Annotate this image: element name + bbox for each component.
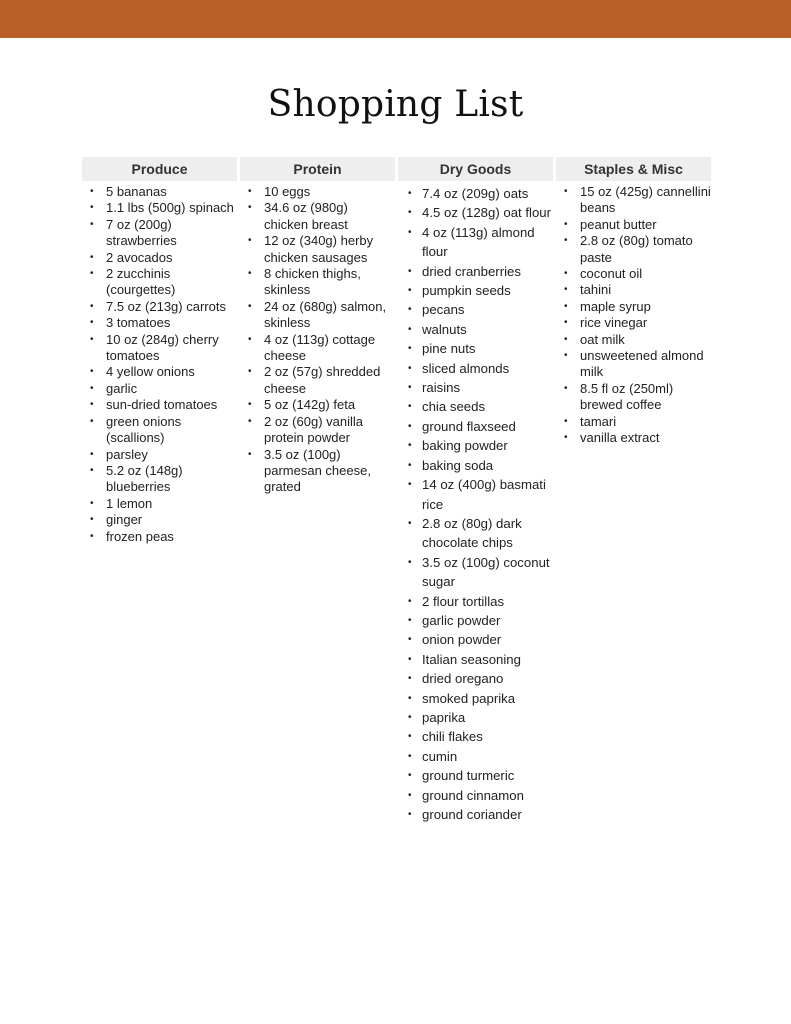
list-item-text: walnuts	[422, 321, 467, 337]
list-item	[398, 708, 553, 727]
bullet-dot-icon: •	[90, 530, 94, 542]
list-item-text: sun-dried tomatoes	[106, 397, 218, 413]
list-item	[398, 300, 553, 319]
list-item	[398, 766, 553, 785]
bullet-dot-icon: •	[90, 218, 94, 230]
list-item-text: green onions (scallions)	[106, 413, 182, 446]
bullet-dot-icon: •	[90, 317, 94, 329]
bullet-dot-icon: •	[408, 750, 412, 762]
bullet-dot-icon: •	[90, 251, 94, 263]
list-item-text: 2 zucchinis (courgettes)	[106, 266, 176, 298]
list-item-text: baking powder	[422, 438, 508, 454]
list-item	[556, 266, 711, 282]
list-item-text: 3 tomatoes	[106, 315, 171, 331]
bullet-dot-icon: •	[408, 556, 412, 568]
bullet-dot-icon: •	[90, 268, 94, 280]
bullet-dot-icon: •	[408, 711, 412, 723]
list-item-text: 2.8 oz (80g) tomato paste	[580, 233, 693, 265]
list-item	[398, 805, 553, 824]
list-item	[82, 447, 237, 463]
bullet-dot-icon: •	[408, 188, 412, 199]
list-item-text: rice vinegar	[580, 315, 648, 331]
list-item-text: frozen peas	[106, 528, 174, 544]
list-item	[398, 650, 553, 669]
list-item	[556, 184, 711, 217]
staples-misc-list	[556, 184, 711, 447]
list-item	[82, 184, 237, 200]
list-item-text: ginger	[106, 512, 143, 528]
list-item	[398, 456, 553, 475]
bullet-dot-icon: •	[90, 399, 94, 411]
produce-list	[82, 184, 237, 545]
bullet-dot-icon: •	[408, 673, 412, 685]
column-header-dry-goods: Dry Goods	[398, 157, 553, 181]
list-item	[82, 266, 237, 299]
bullet-dot-icon: •	[564, 300, 568, 312]
list-item	[398, 397, 553, 416]
list-item-text: pine nuts	[422, 341, 476, 357]
list-item	[556, 332, 711, 348]
list-item	[398, 281, 553, 300]
list-item	[82, 299, 237, 315]
list-item-text: chia seeds	[422, 399, 486, 415]
list-item	[82, 364, 237, 380]
bullet-dot-icon: •	[408, 420, 412, 432]
bullet-dot-icon: •	[408, 226, 412, 238]
column-protein	[240, 157, 395, 824]
bullet-dot-icon: •	[564, 186, 568, 197]
list-item-text: 4 oz (113g) cottage cheese	[264, 331, 376, 364]
list-item	[240, 332, 395, 365]
list-item-text: coconut oil	[580, 266, 643, 282]
list-item-text: 5 bananas	[106, 184, 167, 199]
list-item	[82, 496, 237, 512]
list-item-text: 12 oz (340g) herby chicken sausages	[264, 233, 374, 265]
list-item-text: 10 oz (284g) cherry tomatoes	[106, 331, 219, 364]
bullet-dot-icon: •	[408, 382, 412, 394]
bullet-dot-icon: •	[408, 479, 412, 491]
list-item	[398, 689, 553, 708]
bullet-dot-icon: •	[564, 284, 568, 296]
list-item	[398, 611, 553, 630]
list-item-text: onion powder	[422, 632, 502, 648]
bullet-dot-icon: •	[408, 323, 412, 335]
list-item	[556, 315, 711, 331]
dry-goods-list	[398, 184, 553, 824]
bullet-dot-icon: •	[408, 362, 412, 374]
list-item	[398, 436, 553, 455]
list-item	[240, 397, 395, 413]
list-item-text: oat milk	[580, 331, 625, 347]
list-item-text: ground cinnamon	[422, 787, 524, 803]
list-item-text: maple syrup	[580, 298, 651, 314]
bullet-dot-icon: •	[564, 268, 568, 280]
list-item-text: 4 oz (113g) almond flour	[422, 224, 535, 260]
list-item-text: 8.5 fl oz (250ml) brewed coffee	[580, 380, 674, 413]
list-item-text: 2 oz (57g) shredded cheese	[264, 364, 381, 396]
bullet-dot-icon: •	[408, 265, 412, 277]
bullet-dot-icon: •	[564, 432, 568, 444]
bullet-dot-icon: •	[408, 285, 412, 297]
list-item	[398, 475, 553, 514]
bullet-dot-icon: •	[564, 218, 568, 230]
list-item-text: 1 lemon	[106, 495, 153, 511]
list-item	[398, 727, 553, 746]
list-item-text: 7 oz (200g) strawberries	[106, 216, 177, 249]
list-item	[398, 203, 553, 222]
bullet-dot-icon: •	[408, 614, 412, 626]
list-item	[82, 414, 237, 447]
bullet-dot-icon: •	[90, 415, 94, 427]
bullet-dot-icon: •	[248, 186, 252, 197]
list-item-text: parsley	[106, 446, 148, 462]
list-item	[398, 378, 553, 397]
column-produce	[82, 157, 237, 824]
bullet-dot-icon: •	[564, 333, 568, 345]
list-item	[240, 414, 395, 447]
bullet-dot-icon: •	[90, 202, 94, 214]
bullet-dot-icon: •	[248, 448, 252, 460]
list-item-text: dried cranberries	[422, 263, 521, 279]
list-item-text: 10 eggs	[264, 184, 311, 199]
list-item	[82, 315, 237, 331]
list-item-text: unsweetened almond milk	[580, 348, 704, 380]
list-item	[82, 512, 237, 528]
list-item-text: 5.2 oz (148g) blueberries	[106, 462, 183, 495]
bullet-dot-icon: •	[408, 789, 412, 801]
list-item	[82, 463, 237, 496]
bullet-dot-icon: •	[408, 653, 412, 665]
list-item	[82, 381, 237, 397]
list-item-text: 2 oz (60g) vanilla protein powder	[264, 413, 363, 446]
column-staples-misc	[556, 157, 711, 824]
list-item	[398, 630, 553, 649]
list-item	[398, 184, 553, 203]
list-item	[82, 529, 237, 545]
bullet-dot-icon: •	[408, 731, 412, 743]
bullet-dot-icon: •	[408, 459, 412, 471]
list-item	[556, 348, 711, 381]
bullet-dot-icon: •	[408, 809, 412, 820]
list-item	[82, 397, 237, 413]
page-title: Shopping List	[267, 84, 524, 125]
bullet-dot-icon: •	[248, 399, 252, 411]
bullet-dot-icon: •	[90, 333, 94, 345]
list-item-text: 15 oz (425g) cannellini beans	[580, 184, 711, 216]
list-item	[398, 592, 553, 611]
bullet-dot-icon: •	[248, 268, 252, 280]
bullet-dot-icon: •	[408, 634, 412, 646]
bullet-dot-icon: •	[90, 464, 94, 476]
bullet-dot-icon: •	[248, 235, 252, 247]
list-item	[398, 786, 553, 805]
list-item-text: pumpkin seeds	[422, 283, 511, 299]
bullet-dot-icon: •	[408, 692, 412, 704]
list-item	[82, 250, 237, 266]
column-header-produce: Produce	[82, 157, 237, 181]
list-item	[82, 217, 237, 250]
list-item	[240, 266, 395, 299]
bullet-dot-icon: •	[564, 350, 568, 362]
list-item-text: 24 oz (680g) salmon, skinless	[264, 298, 387, 331]
list-item-text: tahini	[580, 282, 612, 298]
list-item-text: raisins	[422, 380, 461, 396]
list-item-text: garlic powder	[422, 612, 501, 628]
list-item-text: baking soda	[422, 457, 494, 473]
list-item-text: 14 oz (400g) basmati rice	[422, 477, 546, 512]
list-item	[240, 364, 395, 397]
list-item	[556, 299, 711, 315]
list-item-text: paprika	[422, 709, 466, 725]
list-item	[556, 282, 711, 298]
column-header-staples-misc: Staples & Misc	[556, 157, 711, 181]
list-item	[556, 233, 711, 266]
list-item	[398, 223, 553, 262]
shopping-columns	[82, 157, 712, 824]
list-item-text: 3.5 oz (100g) coconut sugar	[422, 554, 550, 590]
list-item	[398, 417, 553, 436]
list-item	[398, 747, 553, 766]
list-item	[240, 200, 395, 233]
list-item	[398, 553, 553, 592]
bullet-dot-icon: •	[248, 202, 252, 214]
bullet-dot-icon: •	[564, 415, 568, 427]
list-item	[240, 233, 395, 266]
bullet-dot-icon: •	[90, 448, 94, 460]
list-item	[398, 262, 553, 281]
bullet-dot-icon: •	[90, 366, 94, 378]
list-item	[82, 200, 237, 216]
list-item-text: chili flakes	[422, 729, 483, 745]
column-header-protein: Protein	[240, 157, 395, 181]
list-item-text: dried oregano	[422, 671, 504, 687]
bullet-dot-icon: •	[408, 770, 412, 782]
list-item	[556, 381, 711, 414]
bullet-dot-icon: •	[408, 304, 412, 316]
list-item	[556, 217, 711, 233]
list-item-text: smoked paprika	[422, 690, 516, 706]
list-item-text: ground coriander	[422, 807, 522, 822]
list-item-text: 2 avocados	[106, 249, 173, 265]
bullet-dot-icon: •	[408, 401, 412, 413]
bullet-dot-icon: •	[564, 317, 568, 329]
bullet-dot-icon: •	[248, 415, 252, 427]
list-item	[556, 430, 711, 446]
list-item-text: ground flaxseed	[422, 418, 516, 434]
list-item	[398, 320, 553, 339]
bullet-dot-icon: •	[248, 333, 252, 345]
list-item-text: Italian seasoning	[422, 651, 521, 667]
list-item-text: vanilla extract	[580, 430, 660, 446]
bullet-dot-icon: •	[408, 595, 412, 607]
list-item	[398, 514, 553, 553]
list-item	[240, 447, 395, 496]
list-item-text: 7.5 oz (213g) carrots	[106, 298, 226, 314]
bullet-dot-icon: •	[564, 382, 568, 394]
protein-list	[240, 184, 395, 496]
list-item-text: 1.1 lbs (500g) spinach	[106, 200, 234, 216]
list-item-text: 5 oz (142g) feta	[264, 397, 356, 413]
list-item	[240, 184, 395, 200]
list-item	[82, 332, 237, 365]
bullet-dot-icon: •	[90, 497, 94, 509]
list-item-text: tamari	[580, 413, 617, 429]
list-item-text: 4.5 oz (128g) oat flour	[422, 205, 552, 221]
list-item-text: 7.4 oz (209g) oats	[422, 186, 529, 201]
list-item	[556, 414, 711, 430]
list-item-text: peanut butter	[580, 216, 657, 232]
list-item-text: pecans	[422, 302, 465, 318]
list-item-text: cumin	[422, 748, 458, 764]
top-accent-bar	[0, 0, 791, 38]
list-item	[398, 669, 553, 688]
list-item	[398, 339, 553, 358]
column-dry-goods	[398, 157, 553, 824]
bullet-dot-icon: •	[90, 514, 94, 526]
list-item-text: sliced almonds	[422, 360, 510, 376]
bullet-dot-icon: •	[408, 517, 412, 529]
list-item-text: 34.6 oz (980g) chicken breast	[264, 200, 348, 232]
bullet-dot-icon: •	[564, 235, 568, 247]
list-item-text: 4 yellow onions	[106, 364, 195, 380]
list-item-text: garlic	[106, 380, 138, 396]
list-item-text: 2 flour tortillas	[422, 593, 505, 609]
bullet-dot-icon: •	[90, 382, 94, 394]
bullet-dot-icon: •	[248, 300, 252, 312]
list-item-text: 8 chicken thighs, skinless	[264, 266, 361, 298]
bullet-dot-icon: •	[248, 366, 252, 378]
list-item-text: 3.5 oz (100g) parmesan cheese, grated	[264, 446, 371, 495]
bullet-dot-icon: •	[408, 343, 412, 355]
list-item-text: ground turmeric	[422, 768, 515, 784]
bullet-dot-icon: •	[90, 186, 94, 197]
list-item	[240, 299, 395, 332]
list-item	[398, 359, 553, 378]
bullet-dot-icon: •	[408, 440, 412, 452]
bullet-dot-icon: •	[408, 207, 412, 219]
list-item-text: 2.8 oz (80g) dark chocolate chips	[422, 515, 522, 551]
bullet-dot-icon: •	[90, 300, 94, 312]
